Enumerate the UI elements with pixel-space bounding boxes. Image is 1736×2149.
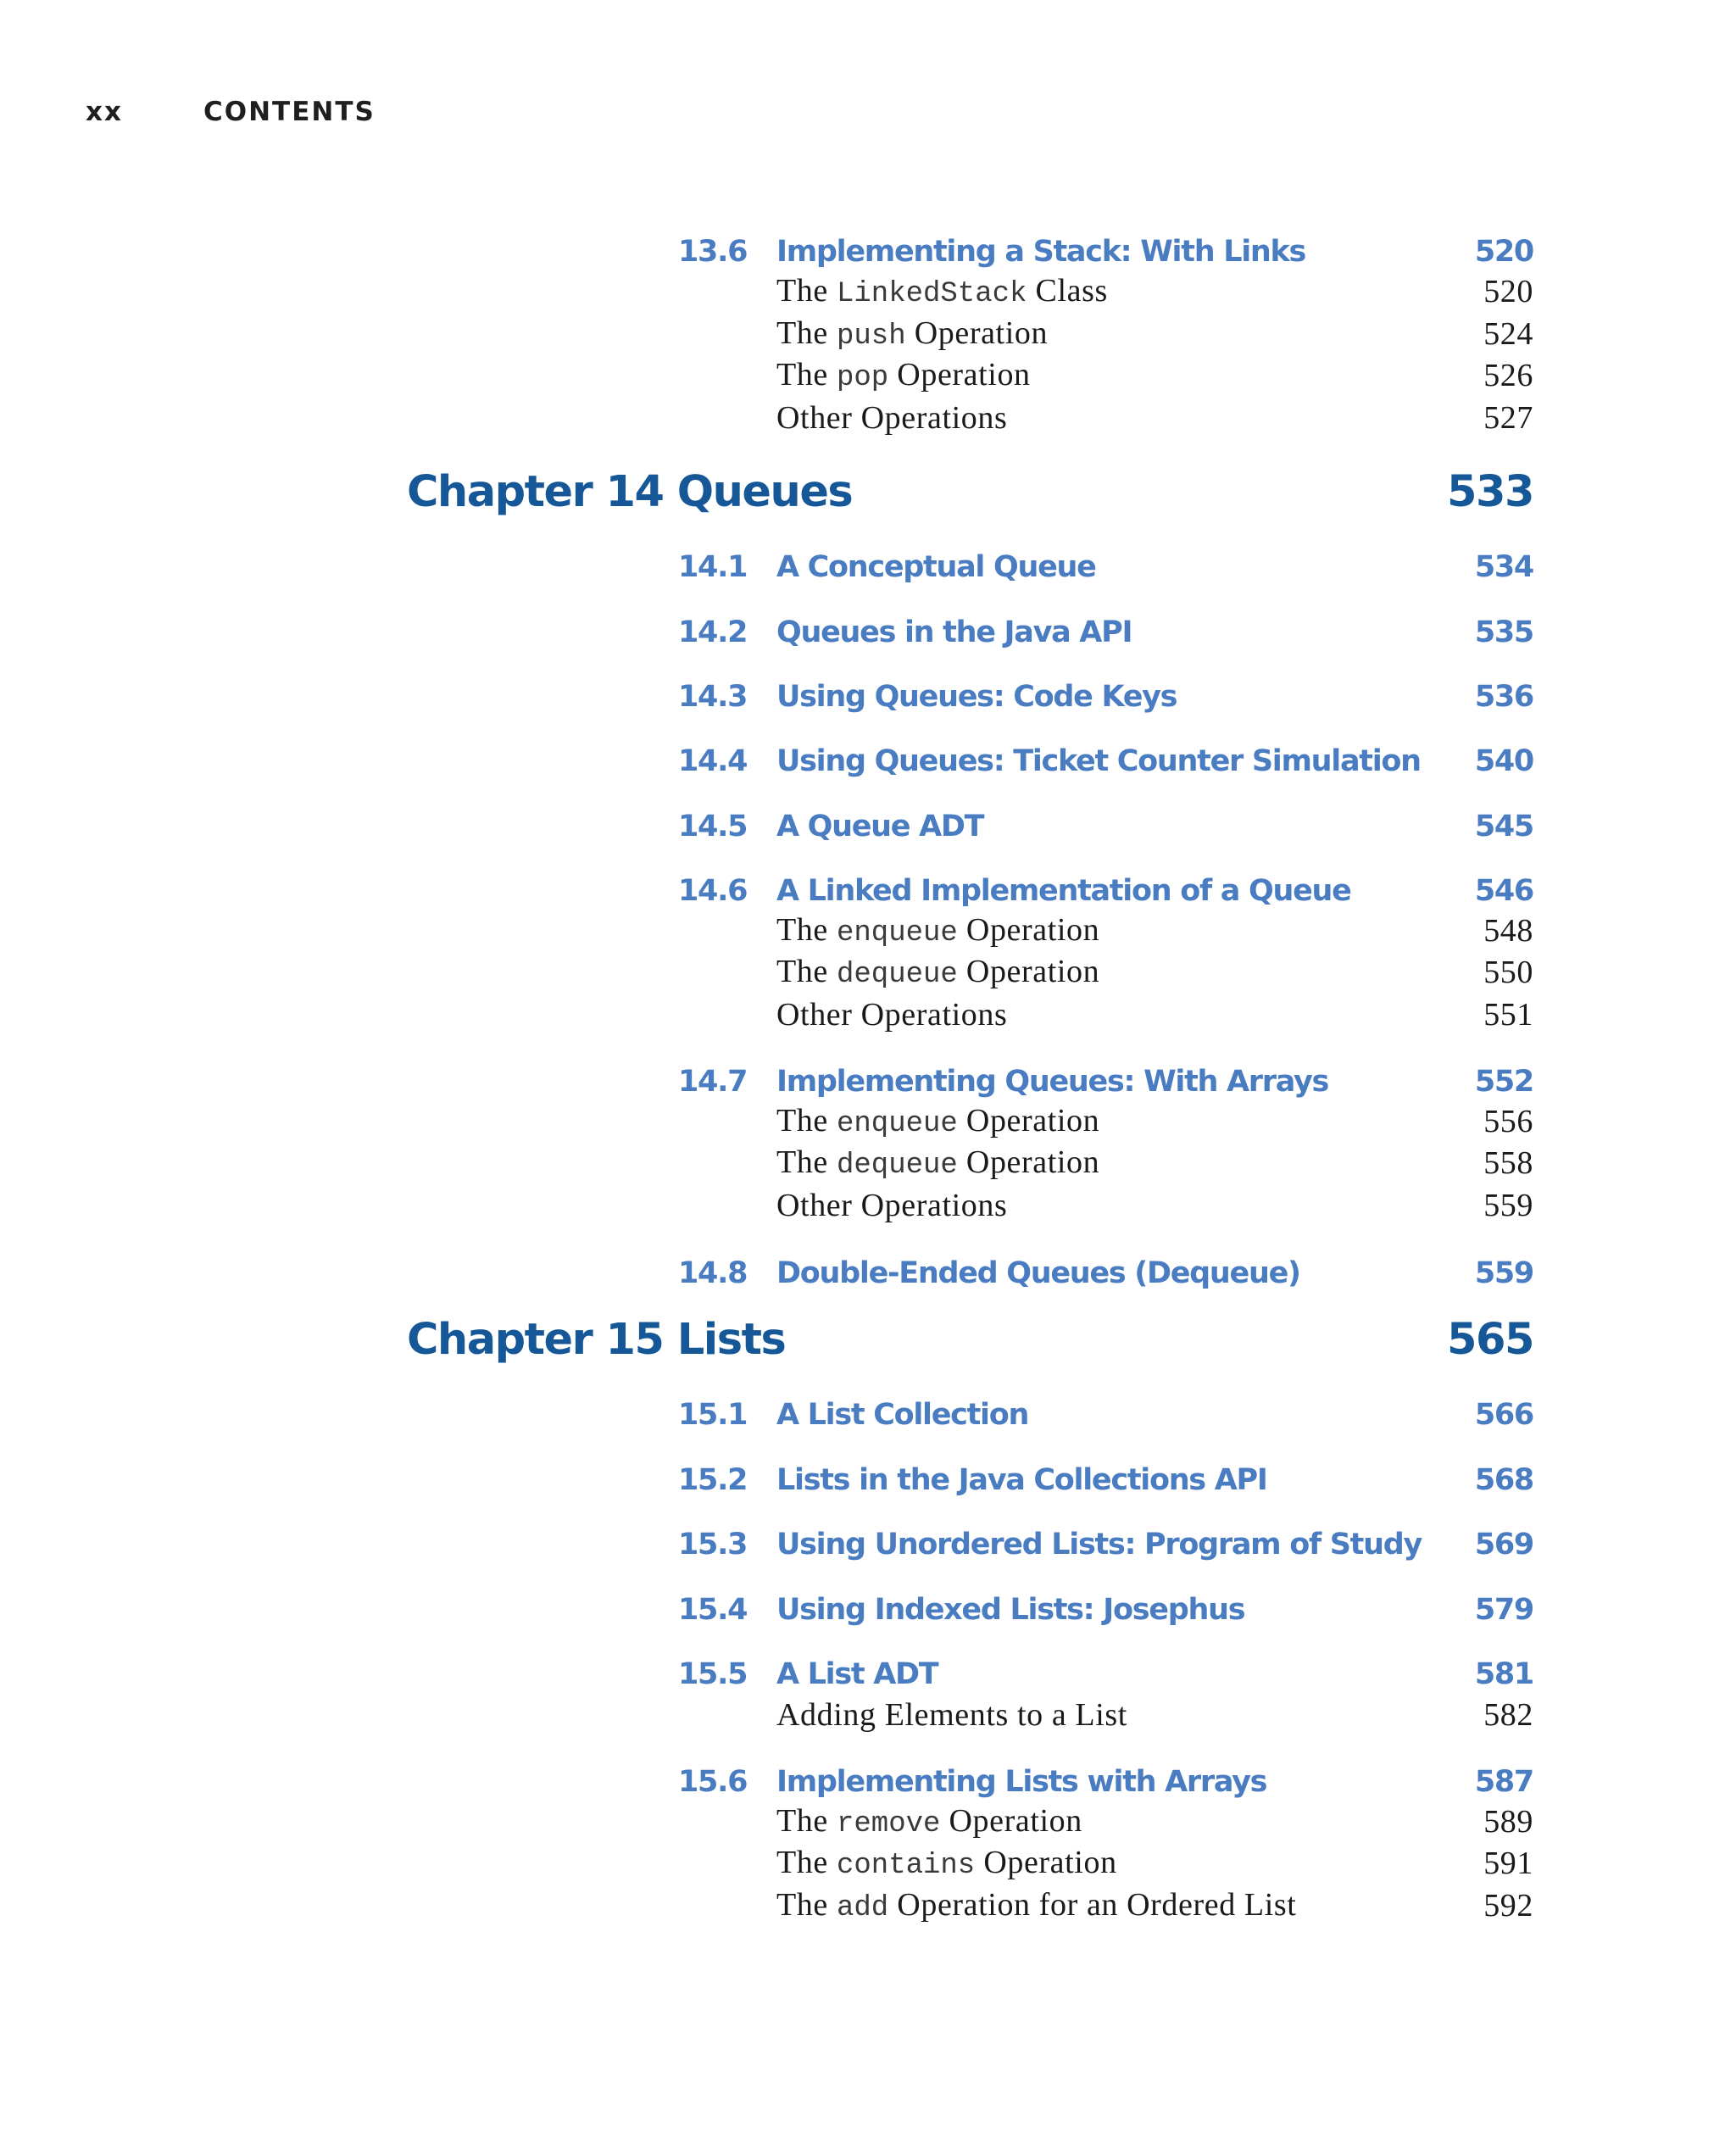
page-number: 581 — [1474, 1657, 1533, 1691]
page-number: 591 — [1483, 1846, 1533, 1881]
page-number: 568 — [1474, 1463, 1533, 1497]
subsection-text: Adding Elements to a List — [776, 1697, 1127, 1733]
page-number: 546 — [1474, 874, 1533, 908]
page-number: 565 — [1447, 1315, 1533, 1365]
subsection-text: The — [776, 912, 837, 948]
section-title: Using Queues: Ticket Counter Simulation — [776, 744, 1421, 778]
chapter-title: Chapter 15 Lists — [407, 1315, 786, 1365]
section-title: Using Queues: Code Keys — [776, 680, 1177, 714]
subsection-text: The — [776, 357, 837, 392]
toc-subsection-entry[interactable] — [776, 400, 1533, 442]
section-title: Implementing a Stack: With Links — [776, 235, 1306, 269]
toc-subsection-entry[interactable] — [776, 954, 1533, 996]
page-number: 533 — [1447, 467, 1533, 517]
toc-chapter-entry[interactable] — [407, 463, 1533, 521]
page-number: 582 — [1483, 1697, 1533, 1733]
toc-section-entry[interactable] — [678, 1255, 1533, 1294]
section-number: 13.6 — [678, 235, 748, 269]
subsection-title — [776, 315, 1048, 353]
subsection-title — [776, 1102, 1099, 1140]
section-number: 15.3 — [678, 1528, 748, 1562]
subsection-text: Operation — [957, 912, 1100, 948]
subsection-text: The — [776, 1845, 837, 1880]
toc-section-entry[interactable] — [678, 234, 1533, 273]
section-number: 15.1 — [678, 1398, 748, 1432]
subsection-title — [776, 911, 1099, 949]
section-title: Double-Ended Queues (Dequeue) — [776, 1256, 1300, 1290]
subsection-text: The — [776, 315, 837, 351]
page-number: 536 — [1474, 680, 1533, 714]
toc-section-entry[interactable] — [678, 873, 1533, 912]
code-identifier: dequeue — [836, 1150, 958, 1182]
section-number: 14.6 — [678, 874, 748, 908]
subsection-text: Other Operations — [776, 1188, 1008, 1223]
subsection-title — [776, 356, 1031, 394]
page-number: 579 — [1474, 1593, 1533, 1627]
page-number: 534 — [1474, 550, 1533, 584]
subsection-title — [776, 953, 1099, 991]
subsection-title — [776, 1844, 1117, 1882]
page-number: 559 — [1474, 1256, 1533, 1290]
section-title: Implementing Queues: With Arrays — [776, 1065, 1329, 1099]
code-identifier: dequeue — [836, 959, 958, 991]
section-number: 15.5 — [678, 1657, 748, 1691]
page-number: 524 — [1483, 316, 1533, 352]
section-number: 14.4 — [678, 744, 748, 778]
chapter-title: Chapter 14 Queues — [407, 467, 853, 517]
section-title: Queues in the Java API — [776, 615, 1132, 649]
subsection-text: Class — [1027, 273, 1108, 309]
subsection-title — [776, 1886, 1296, 1924]
section-title: A List Collection — [776, 1398, 1029, 1432]
section-title: Using Unordered Lists: Program of Study — [776, 1528, 1422, 1562]
subsection-text: Operation — [957, 1144, 1100, 1180]
section-title: A Linked Implementation of a Queue — [776, 874, 1351, 908]
page-number: 540 — [1474, 744, 1533, 778]
subsection-text: The — [776, 1144, 837, 1180]
subsection-title — [776, 399, 1007, 437]
code-identifier: push — [836, 320, 906, 353]
section-title: Using Indexed Lists: Josephus — [776, 1593, 1245, 1627]
page-number: 526 — [1483, 358, 1533, 393]
toc-section-entry[interactable] — [678, 1397, 1533, 1436]
toc-section-entry[interactable] — [678, 743, 1533, 782]
page-number: 592 — [1483, 1888, 1533, 1924]
section-number: 15.2 — [678, 1463, 748, 1497]
page-number: 569 — [1474, 1528, 1533, 1562]
code-identifier: pop — [836, 362, 889, 394]
subsection-text: Operation for an Ordered List — [888, 1887, 1297, 1923]
toc-chapter-entry[interactable] — [407, 1311, 1533, 1368]
toc-section-entry[interactable] — [678, 1064, 1533, 1103]
page-number: 552 — [1474, 1065, 1533, 1099]
page-number: 587 — [1474, 1765, 1533, 1799]
code-identifier: LinkedStack — [836, 278, 1027, 310]
section-title: Implementing Lists with Arrays — [776, 1765, 1267, 1799]
toc-subsection-entry[interactable] — [776, 1103, 1533, 1145]
section-number: 15.6 — [678, 1765, 748, 1799]
subsection-text: The — [776, 1887, 837, 1923]
page-number: 548 — [1483, 913, 1533, 949]
toc-subsection-entry[interactable] — [776, 1887, 1533, 1929]
section-number: 15.4 — [678, 1593, 748, 1627]
toc-subsection-entry[interactable] — [776, 1144, 1533, 1187]
page-number: 550 — [1483, 955, 1533, 990]
toc-subsection-entry[interactable] — [776, 1845, 1533, 1887]
toc-subsection-entry[interactable] — [776, 357, 1533, 399]
toc-subsection-entry[interactable] — [776, 1803, 1533, 1846]
section-title: A Conceptual Queue — [776, 550, 1096, 584]
toc-subsection-entry[interactable] — [776, 912, 1533, 955]
code-identifier: add — [836, 1892, 889, 1924]
toc-section-entry[interactable] — [678, 615, 1533, 654]
running-head-title: CONTENTS — [203, 97, 376, 127]
code-identifier: enqueue — [836, 917, 958, 949]
subsection-title — [776, 1802, 1082, 1840]
toc-section-entry[interactable] — [678, 1764, 1533, 1803]
page-number: 535 — [1474, 615, 1533, 649]
section-number: 14.8 — [678, 1256, 748, 1290]
subsection-title — [776, 1187, 1007, 1224]
code-identifier: contains — [836, 1850, 976, 1882]
page-number: 545 — [1474, 810, 1533, 843]
subsection-title — [776, 1144, 1099, 1182]
page-number: 556 — [1483, 1104, 1533, 1139]
subsection-text: Operation — [975, 1845, 1117, 1880]
subsection-text: Operation — [957, 1103, 1100, 1139]
toc-subsection-entry[interactable] — [776, 1190, 1533, 1229]
subsection-text: The — [776, 1803, 837, 1839]
toc-section-entry[interactable] — [678, 1656, 1533, 1695]
toc-section-entry[interactable] — [678, 1592, 1533, 1631]
toc-section-entry[interactable] — [678, 1462, 1533, 1501]
section-number: 14.1 — [678, 550, 748, 584]
toc-subsection-entry[interactable] — [776, 999, 1533, 1038]
page-folio: xx — [86, 97, 123, 127]
toc-subsection-entry[interactable] — [776, 1697, 1533, 1739]
section-number: 14.5 — [678, 810, 748, 843]
subsection-text: The — [776, 954, 837, 989]
section-title: A Queue ADT — [776, 810, 984, 843]
toc-subsection-entry[interactable] — [776, 273, 1533, 315]
subsection-text: Other Operations — [776, 997, 1008, 1033]
page-number: 520 — [1474, 235, 1533, 269]
page-number: 559 — [1483, 1188, 1533, 1223]
page-number: 520 — [1483, 274, 1533, 309]
section-number: 14.7 — [678, 1065, 748, 1099]
page-number: 558 — [1483, 1145, 1533, 1181]
toc-section-entry[interactable] — [678, 549, 1533, 588]
subsection-title — [776, 272, 1108, 310]
toc-subsection-entry[interactable] — [776, 315, 1533, 358]
subsection-text: The — [776, 273, 837, 309]
subsection-text: Operation — [940, 1803, 1082, 1839]
subsection-title — [776, 996, 1007, 1033]
toc-section-entry[interactable] — [678, 679, 1533, 718]
page-number: 589 — [1483, 1804, 1533, 1840]
page-number: 551 — [1483, 997, 1533, 1033]
subsection-text: Operation — [888, 357, 1031, 392]
section-number: 14.3 — [678, 680, 748, 714]
code-identifier: remove — [836, 1808, 941, 1840]
subsection-text: Operation — [905, 315, 1049, 351]
subsection-text: Operation — [957, 954, 1100, 989]
page-number: 566 — [1474, 1398, 1533, 1432]
subsection-text: Other Operations — [776, 400, 1008, 436]
code-identifier: enqueue — [836, 1108, 958, 1140]
section-number: 14.2 — [678, 615, 748, 649]
subsection-text: The — [776, 1103, 837, 1139]
toc-section-entry[interactable] — [678, 1527, 1533, 1566]
toc-section-entry[interactable] — [678, 809, 1533, 848]
subsection-title — [776, 1696, 1127, 1734]
page-number: 527 — [1483, 400, 1533, 436]
section-title: A List ADT — [776, 1657, 938, 1691]
section-title: Lists in the Java Collections API — [776, 1463, 1267, 1497]
